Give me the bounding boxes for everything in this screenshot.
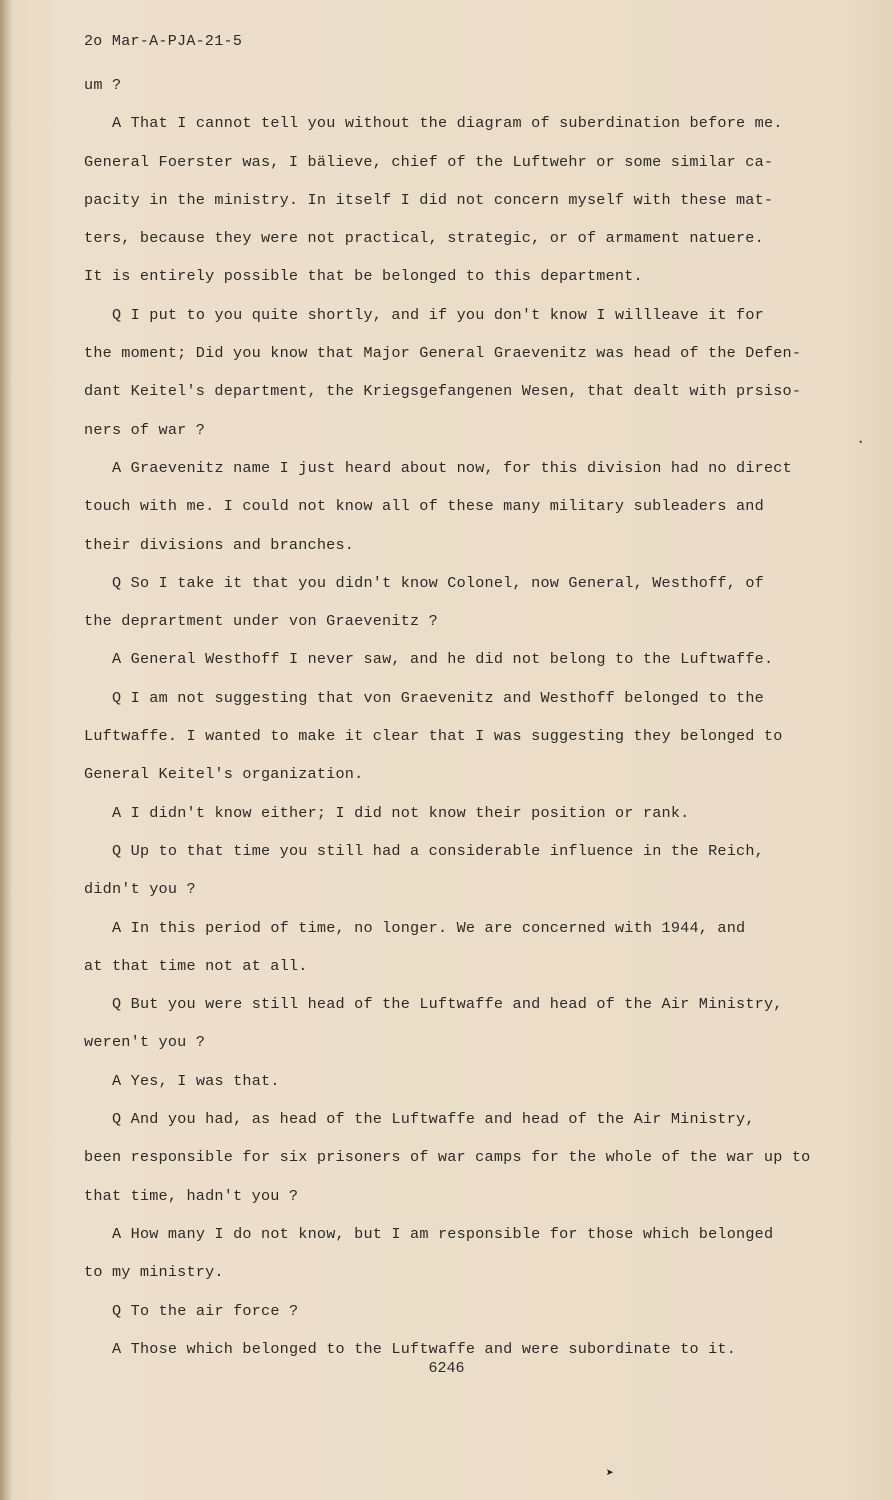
transcript-line: A That I cannot tell you without the diagram of suberdination before me. — [112, 114, 783, 133]
transcript-line: the deprartment under von Graevenitz ? — [84, 612, 438, 631]
margin-mark-icon: ➤ — [606, 1466, 614, 1481]
transcript-line: weren't you ? — [84, 1033, 206, 1052]
transcript-line: Q I put to you quite shortly, and if you don't know I willleave it for — [112, 305, 764, 324]
document-header: 2o Mar-A-PJA-21-5 — [84, 33, 243, 50]
transcript-line: didn't you ? — [84, 880, 196, 899]
transcript-line: that time, hadn't you ? — [84, 1186, 299, 1205]
transcript-line: A In this period of time, no longer. We are concerned with 1944, and — [112, 918, 746, 937]
transcript-line: A How many I do not know, but I am responsible for those which belonged — [112, 1224, 774, 1243]
transcript-line: General Foerster was, I bälieve, chief of the Luftwehr or some similar ca- — [84, 152, 774, 171]
transcript-line: Q To the air force ? — [112, 1301, 299, 1320]
page-number: 6246 — [428, 1360, 465, 1377]
transcript-body — [84, 66, 844, 1368]
transcript-line: A Those which belonged to the Luftwaffe and were subordinate to it. — [112, 1339, 737, 1358]
transcript-line: been responsible for six prisoners of war camps for the whole of the war up to — [84, 1148, 811, 1167]
binding-edge — [0, 0, 12, 1500]
transcript-line: A I didn't know either; I did not know their position or rank. — [112, 803, 690, 822]
transcript-line: the moment; Did you know that Major General Graevenitz was head of the Defen- — [84, 344, 802, 363]
transcript-line: Q So I take it that you didn't know Colonel, now General, Westhoff, of — [112, 573, 764, 592]
transcript-line: Luftwaffe. I wanted to make it clear that I was suggesting they belonged to — [84, 727, 783, 746]
transcript-line: touch with me. I could not know all of these many military subleaders and — [84, 497, 764, 516]
transcript-line: Q I am not suggesting that von Graevenitz and Westhoff belonged to the — [112, 688, 764, 707]
transcript-line: General Keitel's organization. — [84, 765, 364, 784]
transcript-line: to my ministry. — [84, 1263, 224, 1282]
transcript-line: Q Up to that time you still had a considerable influence in the Reich, — [112, 841, 764, 860]
transcript-line: ters, because they were not practical, strategic, or of armament natuere. — [84, 229, 764, 248]
transcript-line: pacity in the ministry. In itself I did not concern myself with these mat- — [84, 190, 774, 209]
transcript-line: ners of war ? — [84, 420, 206, 439]
transcript-line: Q But you were still head of the Luftwaffe and head of the Air Ministry, — [112, 995, 783, 1014]
transcript-line: um ? — [84, 76, 122, 94]
margin-dot-icon: • — [858, 438, 864, 448]
transcript-line: It is entirely possible that be belonged to this department. — [84, 267, 643, 286]
transcript-line: Q And you had, as head of the Luftwaffe and head of the Air Ministry, — [112, 1110, 755, 1129]
transcript-line: A Graevenitz name I just heard about now, for this division had no direct — [112, 458, 792, 477]
transcript-line: dant Keitel's department, the Kriegsgefangenen Wesen, that dealt with prsiso- — [84, 382, 802, 401]
transcript-line: their divisions and branches. — [84, 535, 355, 554]
transcript-line: at that time not at all. — [84, 956, 308, 975]
transcript-line: A General Westhoff I never saw, and he did not belong to the Luftwaffe. — [112, 650, 774, 669]
transcript-line: A Yes, I was that. — [112, 1071, 280, 1090]
